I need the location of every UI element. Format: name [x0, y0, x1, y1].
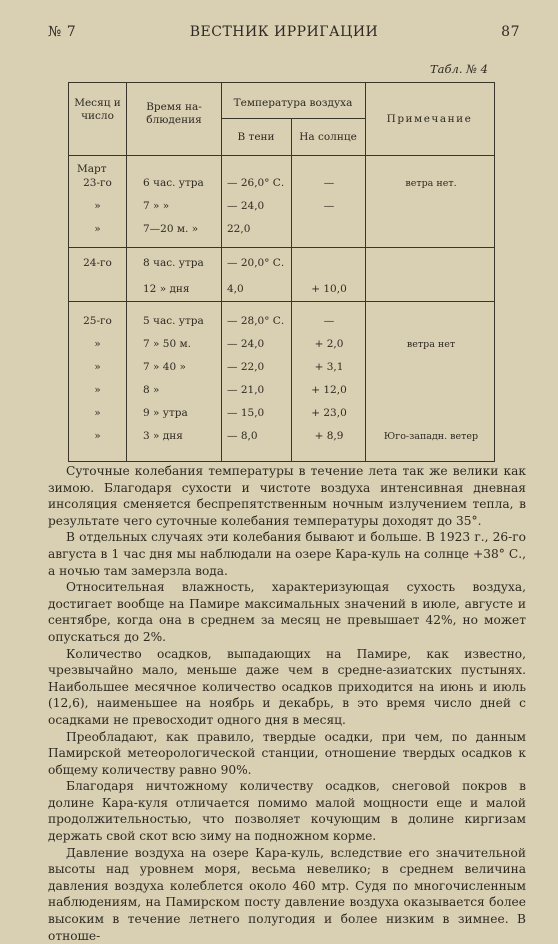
cell-date: » [94, 384, 101, 396]
cell-date: 25-го [83, 315, 112, 327]
cell-date: » [94, 223, 101, 235]
paragraph: Количество осадков, выпадающих на Памире, как известно, чрезвычайно мало, меньше даже чем в средне-азиатских пустынях. Наибольшее месячное количество осадков приходится на июнь и июль (12,6), наименьшее на ноябрь и декабрь, в это время число дней с осадками не превосходит одного дня в месяц. [48, 646, 526, 727]
temperature-table [68, 82, 495, 462]
cell-time: 7 » 50 м. [143, 338, 191, 350]
cell-sun: — [323, 177, 335, 189]
cell-time: 7—20 м. » [143, 223, 199, 235]
paragraph: Преобладают, как правило, твердые осадки, при чем, по данным Памирской метеорологической станции, отношение твердых осадков к общему количеству равно 90%. [48, 729, 526, 777]
table-divider [69, 301, 494, 302]
table-divider [291, 118, 292, 461]
cell-shade: 22,0 [227, 223, 251, 235]
cell-time: 3 » дня [143, 430, 183, 442]
cell-date: 24-го [83, 257, 112, 269]
cell-date: » [94, 361, 101, 373]
cell-note: ветра нет [406, 339, 456, 350]
table-divider [365, 83, 366, 461]
cell-time: 12 » дня [143, 283, 190, 295]
issue-number: № 7 [48, 24, 77, 40]
paragraph: Относительная влажность, характеризующая сухость воздуха, достигает вообще на Памире максимальных значений в июле, августе и сентябре, когда она в среднем за месяц не превышает 42%, но может опускаться до 2%. [48, 580, 526, 644]
cell-sun: + 2,0 [314, 338, 344, 350]
cell-time: 6 час. утра [143, 177, 204, 189]
cell-date: » [94, 430, 101, 442]
body-text [48, 463, 526, 944]
cell-sun: — [323, 200, 335, 212]
paragraph: Благодаря ничтожному количеству осадков, снеговой покров в долине Кара-куля отличается помимо малой мощности еще и малой продолжительностью, что позволяет кочующим в долине киргизам держать свой скот всю зиму на подножном корме. [48, 779, 526, 844]
cell-sun: + 3,1 [314, 361, 344, 373]
header-month: Месяц и число [74, 97, 121, 122]
table-divider [69, 155, 494, 156]
cell-shade: — 8,0 [227, 430, 258, 442]
cell-shade: — 24,0 [227, 338, 265, 350]
cell-sun: + 23,0 [311, 407, 347, 419]
cell-time: 9 » утра [143, 407, 188, 419]
cell-time: 7 » 40 » [143, 361, 186, 373]
cell-shade: — 22,0 [227, 361, 265, 373]
cell-sun: + 12,0 [311, 384, 347, 396]
cell-sun: + 10,0 [311, 283, 347, 295]
cell-time: 8 » [143, 384, 160, 396]
header-time: Время на- блюдения [146, 101, 202, 126]
cell-note: Юго-западн. ветер [383, 431, 479, 442]
cell-shade: — 21,0 [227, 384, 265, 396]
cell-month: Март [77, 163, 107, 175]
cell-time: 5 час. утра [143, 315, 204, 327]
paragraph: Давление воздуха на озере Кара-куль, вследствие его значительной высоты над уровнем моря, весьма невелико; в среднем величина давления воздуха колеблется около 460 мтр. Судя по многочисленным наблюдениям, на Памирском посту давление воздуха оказывается более высоким в течение летнего полугодия и более низким в зимнее. В отноше- [48, 845, 526, 943]
cell-shade: — 26,0° С. [227, 177, 285, 189]
table-divider [126, 83, 127, 461]
paragraph: В отдельных случаях эти колебания бывают и больше. В 1923 г., 26-го августа в 1 час дня мы наблюдали на озере Кара-куль на солнце +38° С., а ночью там замерзла вода. [48, 530, 526, 578]
cell-time: 8 час. утра [143, 257, 204, 269]
cell-date: » [94, 338, 101, 350]
journal-title: ВЕСТНИК ИРРИГАЦИИ [189, 24, 379, 40]
cell-time: 7 » » [143, 200, 170, 212]
cell-date: 23-го [83, 177, 112, 189]
paragraph: Суточные колебания температуры в течение лета так же велики как зимою. Благодаря сухости и чистоте воздуха интенсивная дневная инсоляция сменяется беспрепятственным ночным излучением тепла, в результате чего суточные колебания температуры доходят до 35°. [48, 464, 526, 528]
cell-date: » [94, 200, 101, 212]
cell-shade: 4,0 [227, 283, 244, 295]
table-divider [221, 118, 365, 119]
page-number: 87 [501, 24, 520, 40]
running-header [48, 24, 520, 44]
cell-sun: + 8,9 [314, 430, 344, 442]
cell-note: ветра нет. [405, 178, 457, 189]
cell-shade: — 24,0 [227, 200, 265, 212]
header-shade: В тени [237, 131, 275, 143]
header-note: Примечание [386, 113, 473, 125]
cell-shade: — 20,0° С. [227, 257, 285, 269]
cell-sun: — [323, 315, 335, 327]
cell-date: » [94, 407, 101, 419]
header-sun: На солнце [299, 131, 357, 143]
table-divider [69, 247, 494, 248]
cell-shade: — 15,0 [227, 407, 265, 419]
cell-shade: — 28,0° С. [227, 315, 285, 327]
table-label: Табл. № 4 [429, 62, 488, 76]
header-temperature: Температура воздуха [233, 97, 353, 109]
